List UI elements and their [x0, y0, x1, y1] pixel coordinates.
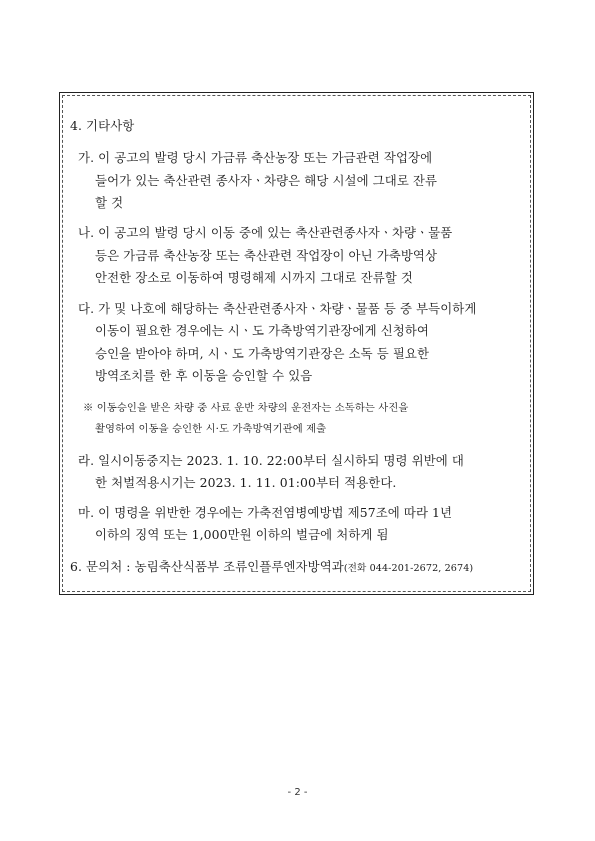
note-line-1: ※ 이동승인을 받은 차량 중 사료 운반 차량의 운전자는 소독하는 사진을	[83, 402, 409, 414]
contact-phone: (전화 044-201-2672, 2674)	[343, 563, 474, 574]
item-ga-line-3: 할 것	[95, 195, 124, 210]
item-na-line-2: 등은 가금류 축산농장 또는 축산관련 작업장이 아닌 가축방역상	[95, 248, 438, 263]
contact-line	[70, 559, 473, 577]
item-na-line-3: 안전한 장소로 이동하여 명령해제 시까지 그대로 잔류할 것	[95, 270, 413, 285]
item-da-line-3: 승인을 받아야 하며, 시ㆍ도 가축방역기관장은 소독 등 필요한	[95, 346, 430, 361]
item-ma-line-1: 마. 이 명령을 위반한 경우에는 가축전염병예방법 제57조에 따라 1년	[78, 505, 453, 520]
contact-main: 6. 문의처 : 농림축산식품부 조류인플루엔자방역과	[70, 559, 344, 574]
section-heading: 4. 기타사항	[70, 118, 135, 133]
item-ga-line-2: 들어가 있는 축산관련 종사자ㆍ차량은 해당 시설에 그대로 잔류	[95, 173, 438, 188]
item-ma-line-2: 이하의 징역 또는 1,000만원 이하의 벌금에 처하게 됨	[95, 527, 389, 542]
page-number: - 2 -	[287, 787, 308, 798]
item-ra-line-1: 라. 일시이동중지는 2023. 1. 10. 22:00부터 실시하되 명령 위반에 대	[78, 453, 464, 468]
item-da-line-4: 방역조치를 한 후 이동을 승인할 수 있음	[95, 368, 313, 383]
item-da-line-1: 다. 가 및 나호에 해당하는 축산관련종사자ㆍ차량ㆍ물품 등 중 부득이하게	[78, 301, 477, 316]
item-da-line-2: 이동이 필요한 경우에는 시ㆍ도 가축방역기관장에게 신청하여	[95, 323, 429, 338]
note-line-2: 촬영하여 이동을 승인한 시·도 가축방역기관에 제출	[95, 423, 327, 435]
item-ga-line-1: 가. 이 공고의 발령 당시 가금류 축산농장 또는 가금관련 작업장에	[78, 150, 433, 165]
item-ra-line-2: 한 처벌적용시기는 2023. 1. 11. 01:00부터 적용한다.	[95, 475, 397, 490]
item-na-line-1: 나. 이 공고의 발령 당시 이동 중에 있는 축산관련종사자ㆍ차량ㆍ물품	[78, 225, 453, 240]
